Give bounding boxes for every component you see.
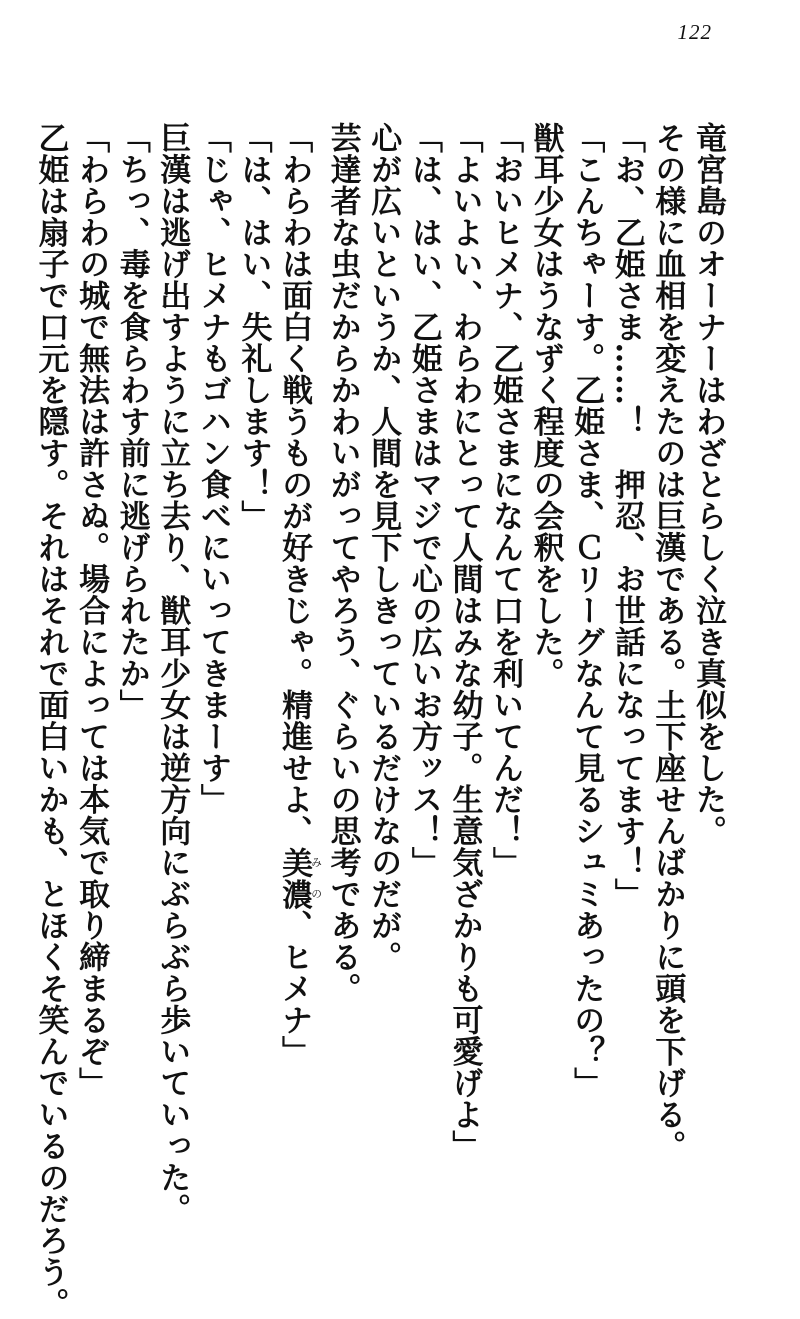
text-line-2: その様に血相を変えたのは巨漢である。土下座せんばかりに頭を下げる。 bbox=[649, 122, 686, 1162]
text-line-6: 「おいヒメナ、乙姫さまになんて口を利いてんだ！」 bbox=[487, 122, 524, 878]
text-line-3: 「お、乙姫さま……！ 押忍、お世話になってます！」 bbox=[608, 122, 645, 910]
text-line-11-with-ruby: 「わらわは面白く戦うものが好きじゃ。精進せよ、美濃みの、ヒメナ」 bbox=[276, 122, 323, 1067]
text-line-4: 「こんちゃーす。乙姫さま、Ｃリーグなんて見るシュミあったの？」 bbox=[568, 122, 605, 1099]
text-line-17: 乙姫は扇子で口元を隠す。それはそれで面白いかも、とほくそ笑んでいるのだろう。 bbox=[32, 122, 69, 1319]
text-line-8: 「は、はい、乙姫さまはマジで心の広いお方ッス！」 bbox=[405, 122, 442, 878]
page-number: 122 bbox=[677, 20, 712, 44]
text-line-10: 芸達者な虫だからかわいがってやろう、ぐらいの思考である。 bbox=[324, 122, 361, 1004]
ruby-reading: みの bbox=[309, 846, 323, 910]
novel-text-column-block bbox=[30, 122, 728, 1319]
text-line-5: 獣耳少女はうなずく程度の会釈をした。 bbox=[527, 122, 564, 689]
text-line-1: 竜宮島のオーナーはわざとらしく泣き真似をした。 bbox=[690, 122, 726, 847]
text-line-14: 巨漢は逃げ出すように立ち去り、獣耳少女は逆方向にぶらぶら歩いていった。 bbox=[154, 122, 191, 1225]
text-line-15: 「ちっ、毒を食らわす前に逃げられたか」 bbox=[113, 122, 150, 721]
text-line-16: 「わらわの城で無法は許さぬ。場合によっては本気で取り締まるぞ」 bbox=[73, 122, 110, 1099]
text-line-7: 「よいよい、わらわにとって人間はみな幼子。生意気ざかりも可愛げよ」 bbox=[446, 122, 483, 1162]
ruby-annotation: 美濃みの bbox=[276, 846, 323, 910]
text-line-12: 「は、はい、失礼します！」 bbox=[235, 122, 272, 532]
text-line-9: 心が広いというか、人間を見下しきっているだけなのだが。 bbox=[365, 122, 402, 973]
text-line-13: 「じゃ、ヒメナもゴハン食べにいってきまーす」 bbox=[194, 122, 231, 815]
